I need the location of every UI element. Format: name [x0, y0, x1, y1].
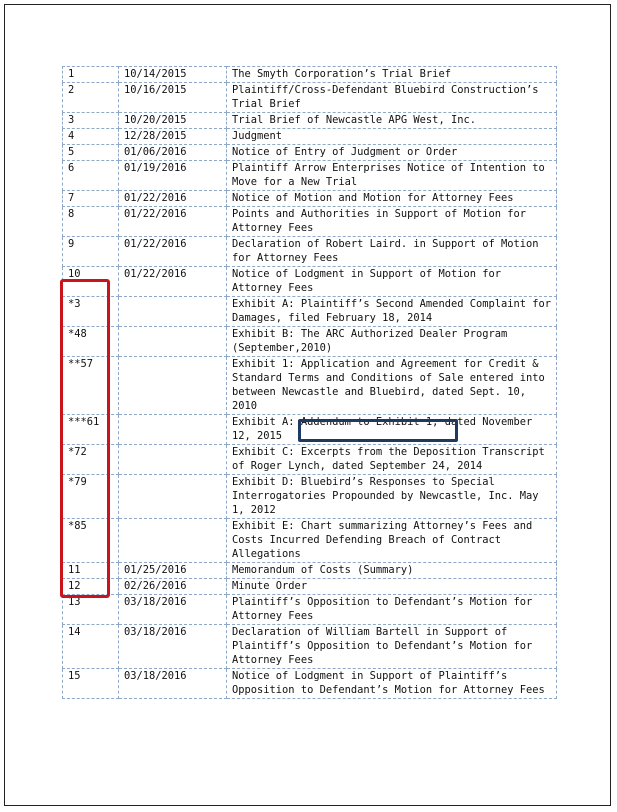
table-row — [63, 327, 557, 357]
table-row — [63, 669, 557, 699]
row-date — [119, 415, 227, 445]
row-number: 9 — [63, 237, 119, 267]
row-number: 5 — [63, 145, 119, 161]
exhibit-index-table — [62, 66, 557, 699]
table-row — [63, 625, 557, 669]
table-row — [63, 191, 557, 207]
table-row — [63, 83, 557, 113]
row-description: Notice of Entry of Judgment or Order — [227, 145, 557, 161]
table-row — [63, 595, 557, 625]
table-row — [63, 67, 557, 83]
table-row — [63, 161, 557, 191]
row-number: 13 — [63, 595, 119, 625]
row-date: 01/25/2016 — [119, 563, 227, 579]
row-description: Exhibit A: Plaintiff’s Second Amended Complaint for Damages, filed February 18, 2014 — [227, 297, 557, 327]
row-number: 1 — [63, 67, 119, 83]
row-description: Trial Brief of Newcastle APG West, Inc. — [227, 113, 557, 129]
table-row — [63, 145, 557, 161]
table-row — [63, 267, 557, 297]
row-date — [119, 445, 227, 475]
row-number: 8 — [63, 207, 119, 237]
row-number: 12 — [63, 579, 119, 595]
row-date: 03/18/2016 — [119, 595, 227, 625]
table-row — [63, 415, 557, 445]
row-description: Notice of Motion and Motion for Attorney Fees — [227, 191, 557, 207]
table-row — [63, 445, 557, 475]
row-date: 01/22/2016 — [119, 267, 227, 297]
row-description: Minute Order — [227, 579, 557, 595]
table-row — [63, 579, 557, 595]
row-description: Plaintiff Arrow Enterprises Notice of Intention to Move for a New Trial — [227, 161, 557, 191]
row-date: 01/19/2016 — [119, 161, 227, 191]
row-description: Exhibit D: Bluebird’s Responses to Special Interrogatories Propounded by Newcastle, Inc. May 1, 2012 — [227, 475, 557, 519]
row-description: Notice of Lodgment in Support of Motion for Attorney Fees — [227, 267, 557, 297]
row-number: *79 — [63, 475, 119, 519]
table-row — [63, 129, 557, 145]
row-description: Plaintiff’s Opposition to Defendant’s Motion for Attorney Fees — [227, 595, 557, 625]
row-date: 01/22/2016 — [119, 237, 227, 267]
row-date: 02/26/2016 — [119, 579, 227, 595]
row-number: **57 — [63, 357, 119, 415]
table-row — [63, 357, 557, 415]
row-description: Exhibit A: Addendum to Exhibit 1, dated November 12, 2015 — [227, 415, 557, 445]
row-number: 4 — [63, 129, 119, 145]
row-description: Plaintiff/Cross-Defendant Bluebird Construction’s Trial Brief — [227, 83, 557, 113]
row-date: 10/20/2015 — [119, 113, 227, 129]
row-description: Judgment — [227, 129, 557, 145]
row-description: Exhibit E: Chart summarizing Attorney’s Fees and Costs Incurred Defending Breach of Contract Allegations — [227, 519, 557, 563]
table-row — [63, 475, 557, 519]
row-number: ***61 — [63, 415, 119, 445]
row-number: *48 — [63, 327, 119, 357]
row-date — [119, 327, 227, 357]
row-number: 7 — [63, 191, 119, 207]
row-date: 10/14/2015 — [119, 67, 227, 83]
table-row — [63, 297, 557, 327]
row-description: Exhibit C: Excerpts from the Deposition Transcript of Roger Lynch, dated September 24, 2014 — [227, 445, 557, 475]
table-row — [63, 113, 557, 129]
row-date: 01/22/2016 — [119, 191, 227, 207]
row-number: 11 — [63, 563, 119, 579]
row-date: 01/06/2016 — [119, 145, 227, 161]
row-date: 03/18/2016 — [119, 669, 227, 699]
table-row — [63, 519, 557, 563]
row-number: 3 — [63, 113, 119, 129]
row-date — [119, 357, 227, 415]
row-description: Exhibit B: The ARC Authorized Dealer Program (September,2010) — [227, 327, 557, 357]
row-number: 15 — [63, 669, 119, 699]
row-description: Notice of Lodgment in Support of Plaintiff’s Opposition to Defendant’s Motion for Attorney Fees — [227, 669, 557, 699]
row-date: 10/16/2015 — [119, 83, 227, 113]
row-date — [119, 475, 227, 519]
row-date: 03/18/2016 — [119, 625, 227, 669]
row-description: Exhibit 1: Application and Agreement for Credit & Standard Terms and Conditions of Sale entered into between Newcastle and Bluebird, dated Sept. 10, 2010 — [227, 357, 557, 415]
row-description: Declaration of William Bartell in Support of Plaintiff’s Opposition to Defendant’s Motion for Attorney Fees — [227, 625, 557, 669]
row-number: *3 — [63, 297, 119, 327]
row-date — [119, 297, 227, 327]
row-date: 12/28/2015 — [119, 129, 227, 145]
row-date — [119, 519, 227, 563]
row-description: The Smyth Corporation’s Trial Brief — [227, 67, 557, 83]
table-row — [63, 237, 557, 267]
table-row — [63, 207, 557, 237]
row-number: 10 — [63, 267, 119, 297]
row-number: 14 — [63, 625, 119, 669]
table-row — [63, 563, 557, 579]
row-number: 6 — [63, 161, 119, 191]
row-description: Memorandum of Costs (Summary) — [227, 563, 557, 579]
row-date: 01/22/2016 — [119, 207, 227, 237]
row-number: *72 — [63, 445, 119, 475]
row-description: Declaration of Robert Laird. in Support of Motion for Attorney Fees — [227, 237, 557, 267]
row-description: Points and Authorities in Support of Motion for Attorney Fees — [227, 207, 557, 237]
row-number: *85 — [63, 519, 119, 563]
row-number: 2 — [63, 83, 119, 113]
